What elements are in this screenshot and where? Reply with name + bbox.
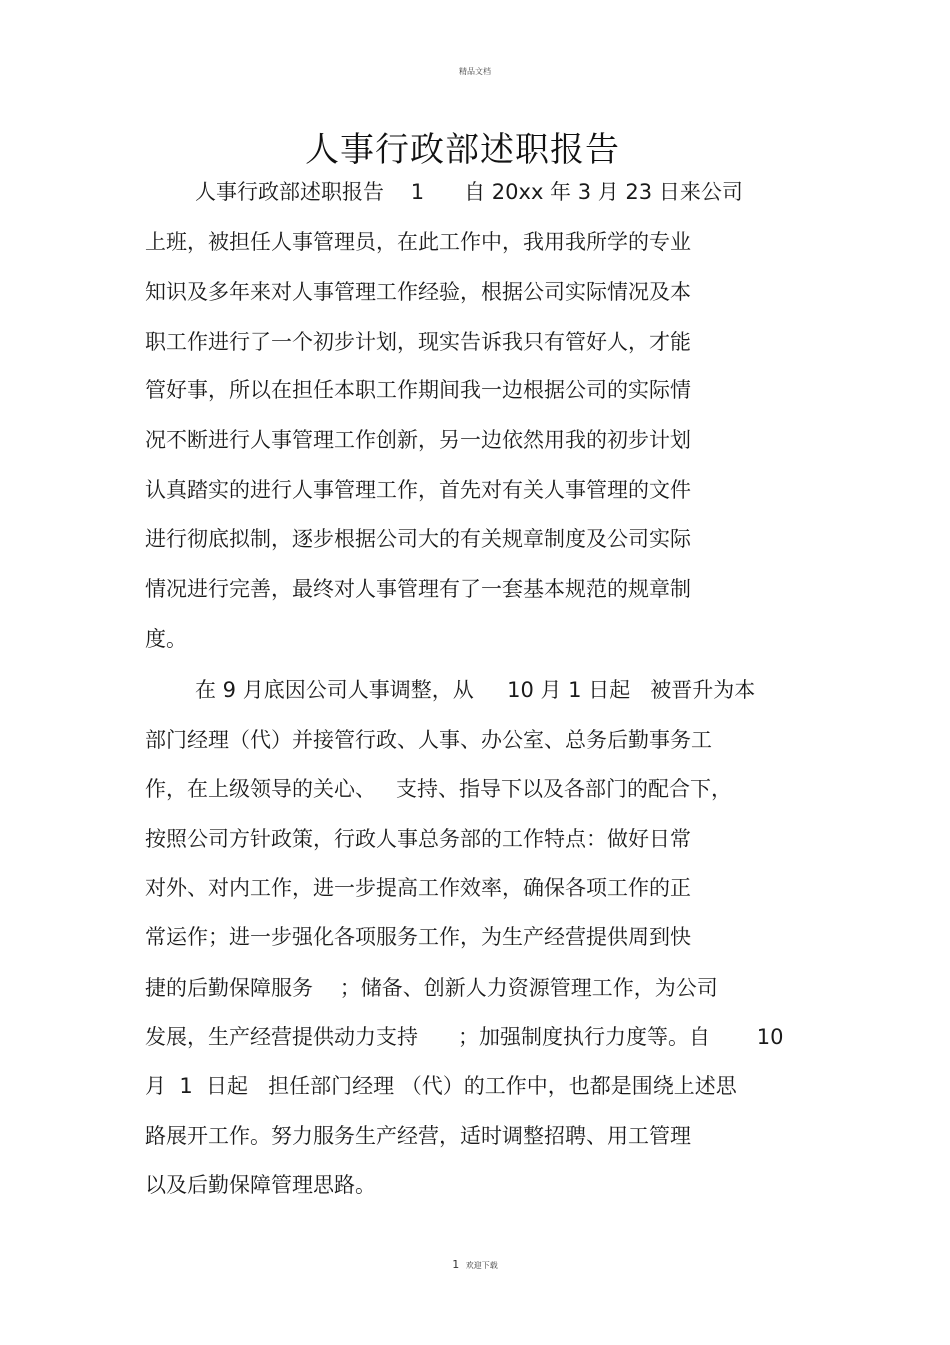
text-line: 认真踏实的进行人事管理工作，首先对有关人事管理的文件	[145, 478, 691, 502]
text-line: 职工作进行了一个初步计划，现实告诉我只有管好人，才能	[145, 330, 691, 354]
text-line: 作，在上级领导的关心、 支持、指导下以及各部门的配合下，	[145, 777, 733, 801]
text-line: 以及后勤保障管理思路。	[145, 1173, 376, 1197]
text-line: 发展，生产经营提供动力支持 ；加强制度执行力度等。自 10	[145, 1025, 784, 1049]
page-number: 1	[452, 1258, 460, 1271]
text-line: 对外、对内工作，进一步提高工作效率，确保各项工作的正	[145, 876, 691, 900]
text-line: 管好事，所以在担任本职工作期间我一边根据公司的实际情	[145, 378, 691, 402]
footer-text: 欢迎下载	[465, 1261, 498, 1270]
text-line: 路展开工作。努力服务生产经营，适时调整招聘、用工管理	[145, 1124, 691, 1148]
page-footer	[0, 1258, 950, 1271]
text-line: 部门经理（代）并接管行政、人事、办公室、总务后勤事务工	[145, 728, 712, 752]
text-line: 按照公司方针政策，行政人事总务部的工作特点：做好日常	[145, 827, 691, 851]
text-line: 况不断进行人事管理工作创新，另一边依然用我的初步计划	[145, 428, 691, 452]
text-line: 人事行政部述职报告 1 自 20xx 年 3 月 23 日来公司	[195, 180, 743, 204]
text-line: 常运作；进一步强化各项服务工作，为生产经营提供周到快	[145, 925, 691, 949]
text-line: 在 9 月底因公司人事调整，从 10 月 1 日起 被晋升为本	[195, 678, 756, 702]
text-line: 进行彻底拟制，逐步根据公司大的有关规章制度及公司实际	[145, 527, 691, 551]
text-line: 度。	[145, 627, 187, 651]
text-line: 上班，被担任人事管理员，在此工作中，我用我所学的专业	[145, 230, 691, 254]
header-mark: 精品文档	[459, 67, 491, 76]
text-line: 知识及多年来对人事管理工作经验，根据公司实际情况及本	[145, 280, 691, 304]
text-line: 情况进行完善，最终对人事管理有了一套基本规范的规章制	[145, 577, 691, 601]
document-title: 人事行政部述职报告	[305, 130, 620, 170]
text-line: 月 1 日起 担任部门经理 （代）的工作中，也都是围绕上述思	[145, 1074, 737, 1098]
text-line: 捷的后勤保障服务 ；储备、创新人力资源管理工作，为公司	[145, 976, 718, 1000]
